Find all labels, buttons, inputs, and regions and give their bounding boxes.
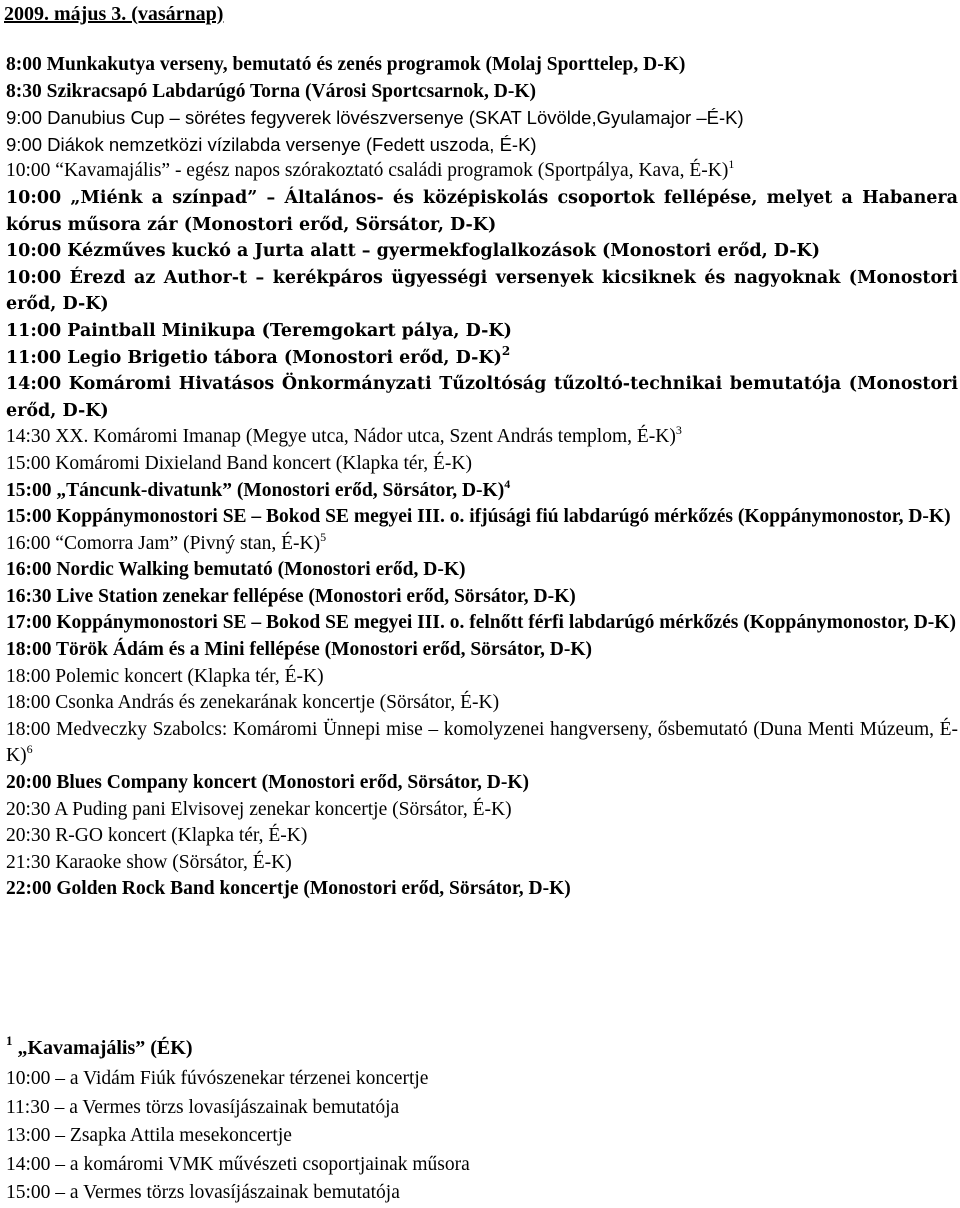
event-text: 18:00 Török Ádám és a Mini fellépése (Monostori erőd, Sörsátor, D-K) bbox=[6, 639, 593, 661]
event-text: 10:00 „Miénk a színpad” – Általános- és középiskolás csoportok fellépése, melyet a Habanera kórus műsora zár (Monostori erőd, Sörsátor, D-K) bbox=[6, 187, 958, 235]
event-item bbox=[6, 610, 958, 637]
page-heading-date: 2009. május 3. (vasárnap) bbox=[4, 3, 224, 25]
event-text: 18:00 Polemic koncert (Klapka tér, É-K) bbox=[6, 665, 324, 687]
event-text: 14:30 XX. Komáromi Imanap (Megye utca, Nádor utca, Szent András templom, É-K) bbox=[6, 426, 676, 448]
event-item bbox=[6, 478, 958, 505]
footnote-item: 14:00 – a komáromi VMK művészeti csoportjainak műsora bbox=[6, 1153, 470, 1175]
footnote-ref: 3 bbox=[675, 423, 682, 438]
footnote-item: 10:00 – a Vidám Fiúk fúvószenekar térzenei koncertje bbox=[6, 1068, 429, 1089]
event-item bbox=[6, 345, 958, 372]
event-item bbox=[6, 717, 958, 770]
event-text: 10:00 Kézműves kuckó a Jurta alatt – gyermekfoglalkozások (Monostori erőd, D-K) bbox=[6, 241, 821, 262]
event-text: 15:00 Komáromi Dixieland Band koncert (Klapka tér, É-K) bbox=[6, 452, 473, 474]
event-item bbox=[6, 797, 958, 824]
event-text: 16:00 Nordic Walking bemutató (Monostori erőd, D-K) bbox=[6, 559, 466, 581]
event-text: 17:00 Koppánymonostori SE – Bokod SE megyei III. o. felnőtt férfi labdarúgó mérkőzés (Koppánymonostor, D-K) bbox=[6, 612, 956, 634]
event-text: 22:00 Golden Rock Band koncertje (Monostori erőd, Sörsátor, D-K) bbox=[6, 878, 571, 900]
event-item bbox=[6, 105, 958, 132]
footnote-item: 15:00 – a Vermes törzs lovasíjászainak bemutatója bbox=[6, 1182, 400, 1203]
event-item bbox=[6, 770, 958, 797]
event-text: 21:30 Karaoke show (Sörsátor, É-K) bbox=[6, 851, 292, 873]
event-item bbox=[6, 690, 958, 717]
event-text: 14:00 Komáromi Hivatásos Önkormányzati Tűzoltóság tűzoltó-technikai bemutatója (Monostori erőd, D-K) bbox=[6, 374, 958, 421]
event-item bbox=[6, 557, 958, 584]
event-item bbox=[6, 664, 958, 691]
event-item bbox=[6, 504, 958, 531]
event-item bbox=[6, 876, 958, 903]
event-item bbox=[6, 158, 958, 185]
event-item bbox=[6, 424, 958, 451]
event-text: 11:00 Legio Brigetio tábora (Monostori erőd, D-K) bbox=[6, 347, 502, 368]
event-text: 8:00 Munkakutya verseny, bemutató és zenés programok (Molaj Sporttelep, D-K) bbox=[6, 54, 686, 75]
event-item bbox=[6, 79, 958, 106]
footnote-item: 11:30 – a Vermes törzs lovasíjászainak bemutatója bbox=[6, 1096, 400, 1118]
event-text: 20:30 A Puding pani Elvisovej zenekar koncertje (Sörsátor, É-K) bbox=[6, 798, 512, 820]
event-item bbox=[6, 132, 958, 159]
event-text: 15:00 „Táncunk-divatunk” (Monostori erőd, Sörsátor, D-K) bbox=[6, 479, 505, 501]
footnote-section bbox=[6, 1031, 958, 1208]
event-item bbox=[6, 451, 958, 478]
event-text: 16:00 “Comorra Jam” (Pivný stan, É-K) bbox=[6, 532, 321, 554]
event-item bbox=[6, 185, 958, 238]
event-text: 8:30 Szikracsapó Labdarúgó Torna (Városi Sportcsarnok, D-K) bbox=[6, 80, 536, 102]
footnote-ref: 5 bbox=[320, 529, 327, 544]
event-text: 18:00 Csonka András és zenekarának koncertje (Sörsátor, É-K) bbox=[6, 692, 500, 714]
event-text: 16:30 Live Station zenekar fellépése (Monostori erőd, Sörsátor, D-K) bbox=[6, 585, 576, 607]
event-text: 18:00 Medveczky Szabolcs: Komáromi Ünnepi mise – komolyzenei hangverseny, ősbemutató (Duna Menti Múzeum, É-K) bbox=[6, 718, 958, 767]
event-text: 11:00 Paintball Minikupa (Teremgokart pálya, D-K) bbox=[6, 320, 512, 341]
footnote-ref: 2 bbox=[501, 343, 511, 358]
event-text: 10:00 Érezd az Author-t – kerékpáros ügyességi versenyek kicsiknek és nagyoknak (Monostori erőd, D-K) bbox=[6, 267, 958, 315]
footnote-title bbox=[6, 1031, 958, 1065]
footnote-marker: 1 bbox=[6, 1033, 13, 1048]
footnote-ref: 4 bbox=[504, 476, 511, 491]
event-item bbox=[6, 823, 958, 850]
event-item bbox=[6, 850, 958, 877]
footnote-title-text: „Kavamajális” (ÉK) bbox=[17, 1037, 193, 1059]
footnote-item: 13:00 – Zsapka Attila mesekoncertje bbox=[6, 1125, 292, 1146]
event-list bbox=[6, 52, 958, 903]
footnote-ref: 6 bbox=[26, 742, 33, 757]
event-text: 9:00 Diákok nemzetközi vízilabda versenye (Fedett uszoda, É-K) bbox=[6, 133, 537, 155]
event-item bbox=[6, 238, 958, 265]
footnote-ref: 1 bbox=[728, 157, 735, 172]
event-item bbox=[6, 637, 958, 664]
event-text: 10:00 “Kavamajális” - egész napos szórakoztató családi programok (Sportpálya, Kava, É-K) bbox=[6, 160, 729, 182]
event-text: 15:00 Koppánymonostori SE – Bokod SE megyei III. o. ifjúsági fiú labdarúgó mérkőzés (Koppánymonostor, D-K) bbox=[6, 506, 951, 528]
event-item bbox=[6, 584, 958, 611]
event-item bbox=[6, 531, 958, 558]
event-item bbox=[6, 371, 958, 424]
event-item bbox=[6, 52, 958, 79]
event-text: 20:30 R-GO koncert (Klapka tér, É-K) bbox=[6, 825, 308, 847]
event-text: 20:00 Blues Company koncert (Monostori erőd, Sörsátor, D-K) bbox=[6, 772, 530, 794]
event-item bbox=[6, 265, 958, 318]
event-item bbox=[6, 318, 958, 345]
event-text: 9:00 Danubius Cup – sörétes fegyverek lövészversenye (SKAT Lövölde,Gyulamajor –É-K) bbox=[6, 107, 744, 129]
